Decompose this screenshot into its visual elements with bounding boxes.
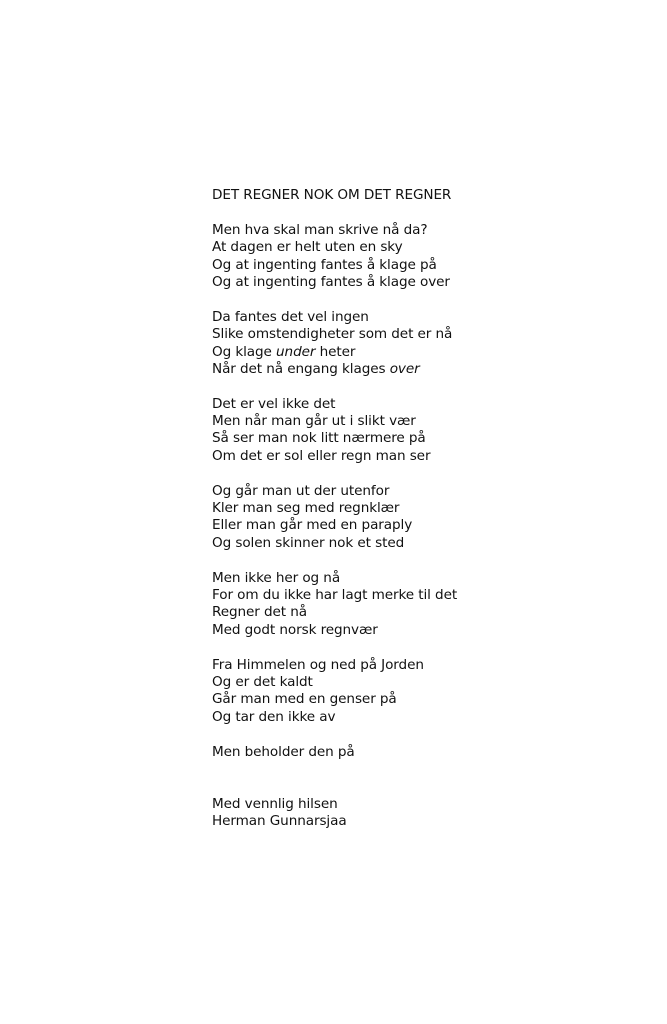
- author-name: Herman Gunnarsjaa: [212, 813, 347, 830]
- stanza-spacer: [212, 552, 642, 569]
- poem-line: Det er vel ikke det: [212, 395, 336, 412]
- poem-body: [212, 187, 642, 830]
- stanza-3: [212, 396, 642, 466]
- poem-line: Fra Himmelen og ned på Jorden: [212, 656, 424, 673]
- poem-line: At dagen er helt uten en sky: [212, 239, 403, 256]
- stanza-4: [212, 483, 642, 553]
- stanza-spacer: [212, 291, 642, 308]
- poem-line: Slike omstendigheter som det er nå: [212, 326, 453, 343]
- poem-line: Går man med en genser på: [212, 691, 397, 708]
- stanza-1: [212, 222, 642, 292]
- poem-line: Men når man går ut i slikt vær: [212, 413, 416, 430]
- poem-text: Og klage: [212, 343, 277, 360]
- closing-greeting: Med vennlig hilsen: [212, 795, 338, 812]
- closing-spacer: [212, 761, 642, 796]
- poem-line: Regner det nå: [212, 604, 308, 621]
- emphasized-word: under: [276, 343, 316, 360]
- poem-line: Om det er sol eller regn man ser: [212, 447, 431, 464]
- poem-line: Og er det kaldt: [212, 673, 313, 690]
- poem-line: Men hva skal man skrive nå da?: [212, 221, 428, 238]
- stanza-6: [212, 657, 642, 727]
- stanza-spacer: [212, 378, 642, 395]
- poem-text: Når det nå engang klages: [212, 360, 390, 377]
- poem-line: Og tar den ikke av: [212, 708, 336, 725]
- stanza-spacer: [212, 204, 642, 221]
- stanza-2: [212, 309, 642, 379]
- stanza-5: [212, 570, 642, 640]
- stanza-spacer: [212, 639, 642, 656]
- closing: [212, 796, 642, 831]
- emphasized-word: over: [389, 360, 420, 377]
- poem-line: Og solen skinner nok et sted: [212, 534, 405, 551]
- poem-line: Og at ingenting fantes å klage over: [212, 273, 450, 290]
- stanza-spacer: [212, 726, 642, 743]
- stanza-7: [212, 744, 642, 761]
- poem-line: Med godt norsk regnvær: [212, 621, 378, 638]
- poem-line: Men beholder den på: [212, 743, 355, 760]
- poem-line: Så ser man nok litt nærmere på: [212, 430, 426, 447]
- poem-line-with-emphasis: [212, 344, 642, 361]
- poem-line: Og at ingenting fantes å klage på: [212, 256, 437, 273]
- poem-text: heter: [315, 343, 356, 360]
- poem-title: DET REGNER NOK OM DET REGNER: [212, 187, 452, 203]
- poem-line: Men ikke her og nå: [212, 569, 341, 586]
- poem-line: Kler man seg med regnklær: [212, 500, 400, 517]
- poem-line: For om du ikke har lagt merke til det: [212, 586, 458, 603]
- poem-line: Og går man ut der utenfor: [212, 482, 390, 499]
- stanza-spacer: [212, 465, 642, 482]
- poem-line-with-emphasis: [212, 361, 642, 378]
- poem-line: Da fantes det vel ingen: [212, 308, 369, 325]
- poem-line: Eller man går med en paraply: [212, 517, 413, 534]
